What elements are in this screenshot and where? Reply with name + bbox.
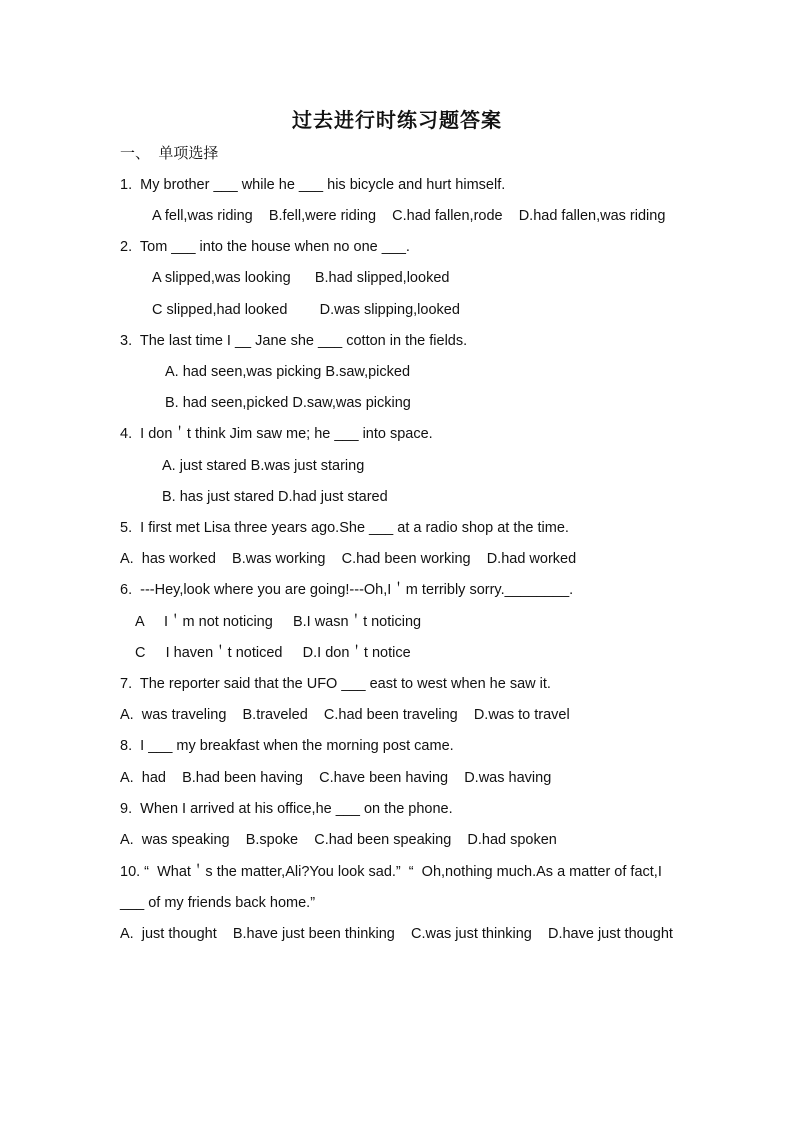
question-4: 4. I don＇t think Jim saw me; he ___ into space. bbox=[120, 426, 433, 442]
question-10-continuation: ___ of my friends back home.” bbox=[120, 895, 316, 911]
question-1-options: A fell,was riding B.fell,were riding C.had fallen,rode D.had fallen,was riding bbox=[152, 208, 666, 224]
question-6-options-c-d: C I haven＇t noticed D.I don＇t notice bbox=[135, 645, 411, 661]
question-4-options-c-d: B. has just stared D.had just stared bbox=[162, 489, 388, 505]
question-6: 6. ---Hey,look where you are going!---Oh,I＇m terribly sorry.________. bbox=[120, 582, 574, 598]
question-6-options-a-b: A I＇m not noticing B.I wasn＇t noticing bbox=[135, 614, 422, 630]
question-7-options: A. was traveling B.traveled C.had been traveling D.was to travel bbox=[120, 707, 570, 723]
question-7: 7. The reporter said that the UFO ___ east to west when he saw it. bbox=[120, 676, 551, 692]
question-3: 3. The last time I __ Jane she ___ cotton in the fields. bbox=[120, 333, 468, 349]
question-2-options-c-d: C slipped,had looked D.was slipping,looked bbox=[152, 302, 460, 318]
question-3-options-a-b: A. had seen,was picking B.saw,picked bbox=[165, 364, 411, 380]
question-9-options: A. was speaking B.spoke C.had been speaking D.had spoken bbox=[120, 832, 557, 848]
question-5-options: A. has worked B.was working C.had been working D.had worked bbox=[120, 551, 577, 567]
question-3-options-c-d: B. had seen,picked D.saw,was picking bbox=[165, 395, 411, 411]
question-2-options-a-b: A slipped,was looking B.had slipped,looked bbox=[152, 270, 450, 286]
question-8: 8. I ___ my breakfast when the morning post came. bbox=[120, 738, 454, 754]
question-10: 10. “ What＇s the matter,Ali?You look sad.” “ Oh,nothing much.As a matter of fact,I bbox=[120, 864, 662, 880]
question-9: 9. When I arrived at his office,he ___ on the phone. bbox=[120, 801, 453, 817]
question-10-options: A. just thought B.have just been thinking C.was just thinking D.have just thought bbox=[120, 926, 673, 942]
question-8-options: A. had B.had been having C.have been having D.was having bbox=[120, 770, 552, 786]
section-heading: 一、 单项选择 bbox=[120, 145, 219, 162]
page-title: 过去进行时练习题答案 bbox=[292, 108, 502, 132]
question-2: 2. Tom ___ into the house when no one ___. bbox=[120, 239, 410, 255]
question-1: 1. My brother ___ while he ___ his bicycle and hurt himself. bbox=[120, 177, 506, 193]
question-5: 5. I first met Lisa three years ago.She ___ at a radio shop at the time. bbox=[120, 520, 569, 536]
question-4-options-a-b: A. just stared B.was just staring bbox=[162, 458, 365, 474]
